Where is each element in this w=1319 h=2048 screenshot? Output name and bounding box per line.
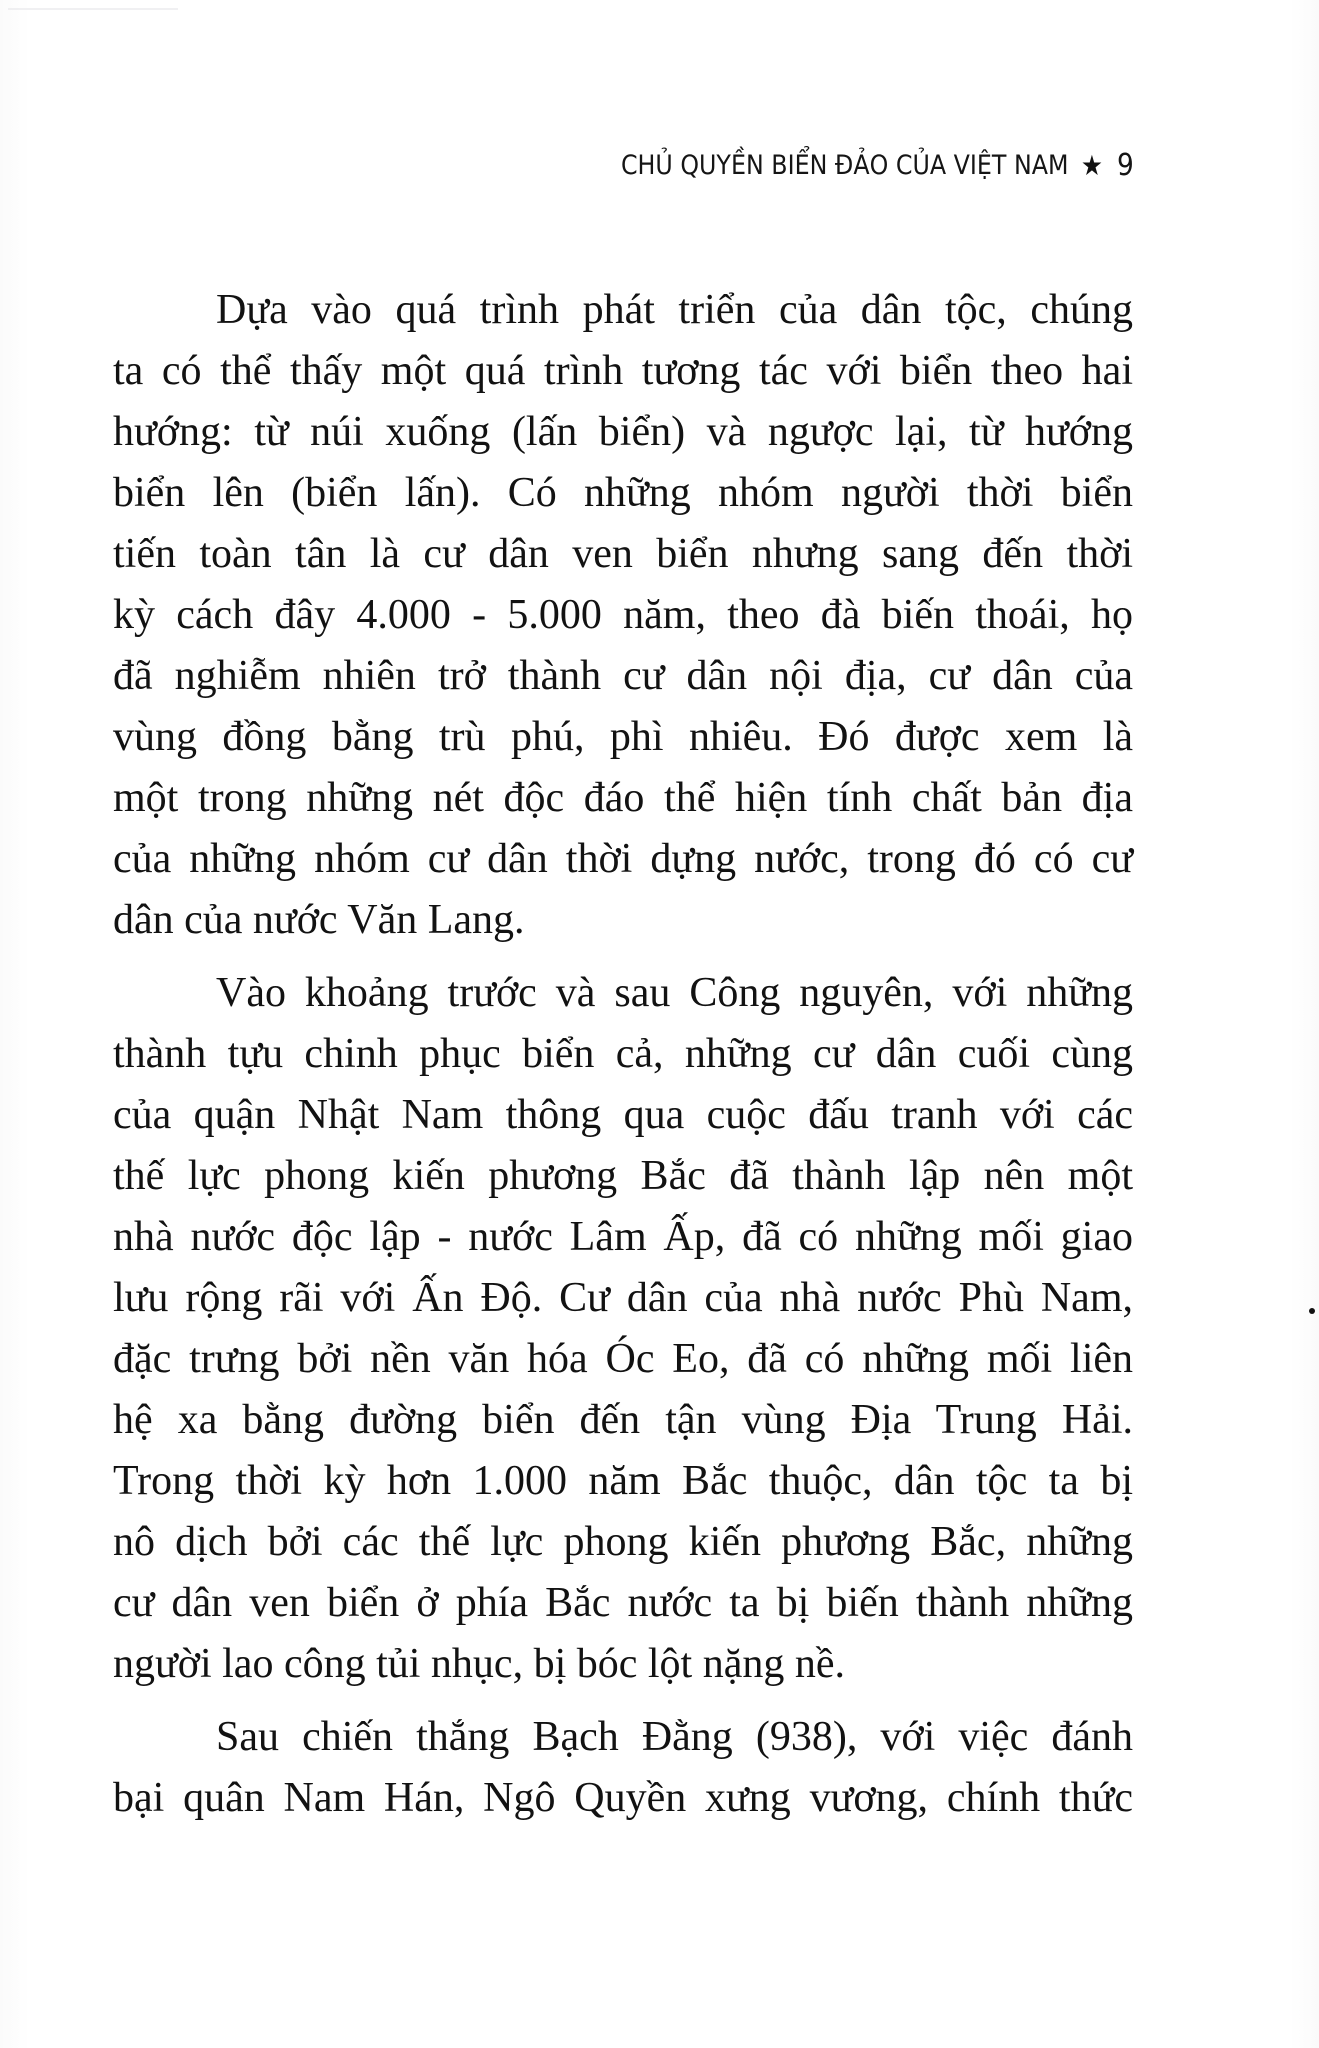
text-line: Dựa vào quá trình phát triển của dân tộc, chúng: [216, 287, 1133, 333]
text-line: của quận Nhật Nam thông qua cuộc đấu tranh với các: [113, 1092, 1133, 1138]
text-line: Vào khoảng trước và sau Công nguyên, với những: [216, 970, 1133, 1016]
text-line: đặc trưng bởi nền văn hóa Óc Eo, đã có những mối liên: [113, 1336, 1133, 1382]
text-line: của những nhóm cư dân thời dựng nước, trong đó có cư: [113, 836, 1133, 882]
text-line: Trong thời kỳ hơn 1.000 năm Bắc thuộc, dân tộc ta bị: [113, 1458, 1133, 1504]
text-line: vùng đồng bằng trù phú, phì nhiêu. Đó được xem là: [113, 714, 1133, 760]
text-line: kỳ cách đây 4.000 - 5.000 năm, theo đà biến thoái, họ: [113, 592, 1133, 638]
text-line: cư dân ven biển ở phía Bắc nước ta bị biến thành những: [113, 1580, 1133, 1626]
page-number: 9: [1117, 148, 1134, 183]
text-line: thế lực phong kiến phương Bắc đã thành lập nên một: [113, 1153, 1133, 1199]
text-line: một trong những nét độc đáo thể hiện tính chất bản địa: [113, 775, 1133, 821]
text-line: hướng: từ núi xuống (lấn biển) và ngược lại, từ hướng: [113, 409, 1133, 455]
text-line: lưu rộng rãi với Ấn Độ. Cư dân của nhà nước Phù Nam,: [113, 1275, 1133, 1321]
running-header: [621, 148, 1134, 183]
star-icon: ★: [1081, 149, 1104, 182]
text-line: đã nghiễm nhiên trở thành cư dân nội địa, cư dân của: [113, 653, 1133, 699]
text-line: nô dịch bởi các thế lực phong kiến phương Bắc, những: [113, 1519, 1133, 1565]
ink-dot-mark: [1309, 1308, 1315, 1314]
text-line: biển lên (biển lấn). Có những nhóm người thời biển: [113, 470, 1133, 516]
paragraph: [113, 280, 1133, 951]
text-line: Sau chiến thắng Bạch Đằng (938), với việc đánh: [216, 1714, 1133, 1760]
text-line: thành tựu chinh phục biển cả, những cư dân cuối cùng: [113, 1031, 1133, 1077]
header-title: CHỦ QUYỀN BIỂN ĐẢO CỦA VIỆT NAM: [621, 150, 1069, 181]
paragraph: [113, 963, 1133, 1695]
text-line: hệ xa bằng đường biển đến tận vùng Địa Trung Hải.: [113, 1397, 1133, 1443]
text-line: tiến toàn tân là cư dân ven biển nhưng sang đến thời: [113, 531, 1133, 577]
text-line: ta có thể thấy một quá trình tương tác với biển theo hai: [113, 348, 1133, 394]
text-line: người lao công tủi nhục, bị bóc lột nặng nề.: [113, 1641, 846, 1687]
paragraph: [113, 1707, 1133, 1829]
text-line: bại quân Nam Hán, Ngô Quyền xưng vương, chính thức: [113, 1775, 1133, 1821]
text-line: nhà nước độc lập - nước Lâm Ấp, đã có những mối giao: [113, 1214, 1133, 1260]
text-line: dân của nước Văn Lang.: [113, 897, 525, 943]
body-text: [113, 280, 1133, 1829]
scan-edge-artifact: [8, 8, 178, 10]
